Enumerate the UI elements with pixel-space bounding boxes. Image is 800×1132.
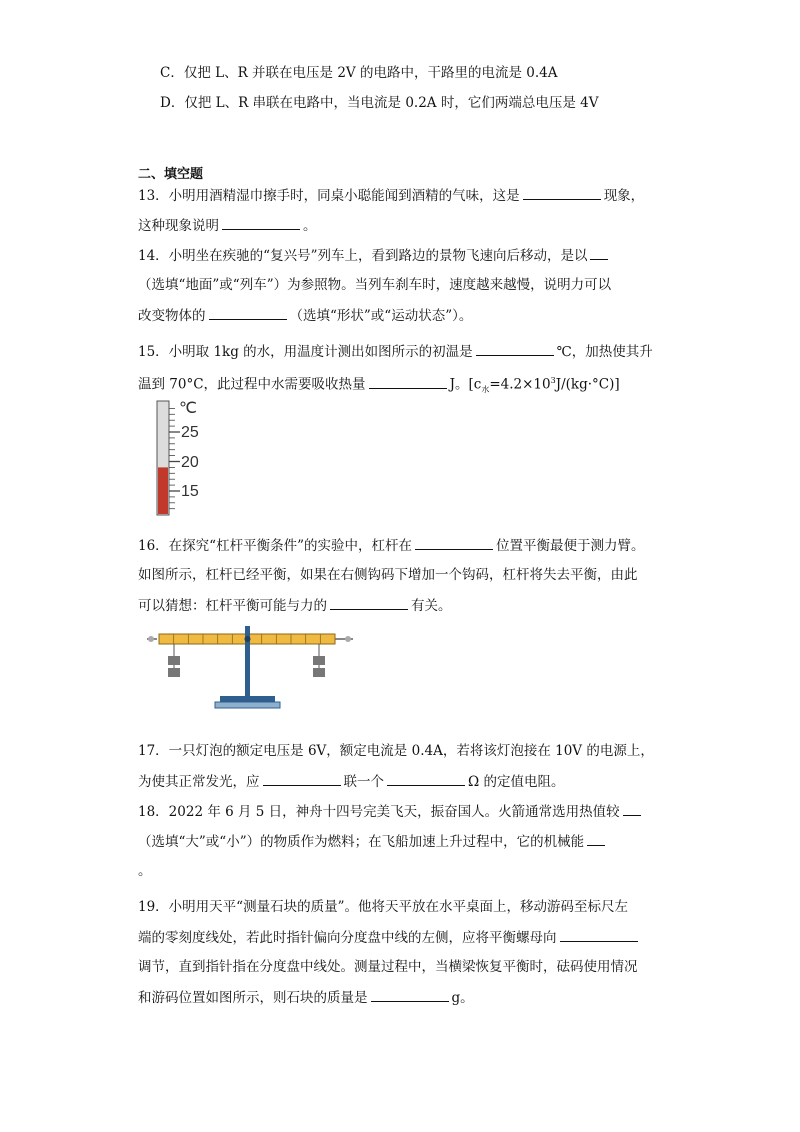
tick-label-20: 20 (181, 454, 199, 471)
tick-label-15: 15 (181, 483, 199, 500)
answer-blank[interactable] (371, 987, 449, 1002)
q14-line-2: （选填“地面”或“列车”）为参照物。当列车刹车时，速度越来越慢，说明力可以 (138, 277, 612, 293)
left-hook-weights (168, 644, 180, 677)
option-d: D．仅把 L、R 串联在电路中，当电流是 0.2A 时，它们两端总电压是 4V (160, 95, 599, 111)
thermometer-scale (169, 408, 180, 508)
answer-blank[interactable] (222, 215, 300, 230)
answer-blank[interactable] (587, 831, 605, 846)
q14-line-3: 改变物体的 （选填“形状”或“运动状态”）。 (138, 305, 472, 326)
q18-line-1: 18．2022 年 6 月 5 日，神舟十四号完美飞天，振奋国人。火箭通常选用热值较 (138, 801, 644, 822)
q13-line-1: 13．小明用酒精湿巾擦手时，同桌小聪能闻到酒精的气味，这是 现象， (138, 185, 644, 206)
q18-line-3: 。 (138, 863, 152, 879)
q19-line-3: 调节，直到指针指在分度盘中线处。测量过程中，当横梁恢复平衡时，砝码使用情况 (138, 959, 638, 975)
thermometer-liquid (158, 467, 168, 514)
q17-line-1: 17．一只灯泡的额定电压是 6V，额定电流是 0.4A，若将该灯泡接在 10V 的电源上， (138, 743, 654, 759)
q17-line-2: 为使其正常发光，应 联一个 Ω 的定值电阻。 (138, 771, 564, 792)
thermometer-figure (148, 395, 218, 521)
answer-blank[interactable] (476, 341, 554, 356)
answer-blank[interactable] (330, 595, 408, 610)
answer-blank[interactable] (369, 374, 447, 389)
option-c: C．仅把 L、R 并联在电压是 2V 的电路中，干路里的电流是 0.4A (160, 65, 558, 81)
q19-line-2: 端的零刻度线处，若此时指针偏向分度盘中线的左侧，应将平衡螺母向 (138, 927, 641, 948)
answer-blank[interactable] (387, 771, 465, 786)
q18-line-2: （选填“大”或“小”）的物质作为燃料；在飞船加速上升过程中，它的机械能 (138, 831, 608, 852)
q16-line-1: 16．在探究“杠杆平衡条件”的实验中，杠杆在 位置平衡最便于测力臂。 (138, 535, 644, 556)
q15-line-1: 15．小明取 1kg 的水，用温度计测出如图所示的初温是 ℃，加热使其升 (138, 341, 653, 362)
q16-line-3: 可以猜想：杠杆平衡可能与力的 有关。 (138, 595, 452, 616)
section-title: 二、填空题 (138, 167, 204, 182)
tick-label-25: 25 (181, 424, 199, 441)
q13-line-2: 这种现象说明 。 (138, 215, 317, 236)
answer-blank[interactable] (590, 245, 608, 260)
q16-line-2: 如图所示，杠杆已经平衡，如果在右侧钩码下增加一个钩码，杠杆将失去平衡，由此 (138, 567, 638, 583)
lever-figure (145, 622, 360, 714)
answer-blank[interactable] (523, 185, 601, 200)
q19-line-1: 19．小明用天平“测量石块的质量”。他将天平放在水平桌面上，移动游码至标尺左 (138, 899, 628, 915)
answer-blank[interactable] (560, 927, 638, 942)
thermometer-unit: ℃ (179, 400, 197, 417)
answer-blank[interactable] (209, 305, 287, 320)
q19-line-4: 和游码位置如图所示，则石块的质量是 g。 (138, 987, 474, 1008)
q14-line-1: 14．小明坐在疾驰的“复兴号”列车上，看到路边的景物飞速向后移动，是以 (138, 245, 611, 266)
answer-blank[interactable] (415, 535, 493, 550)
answer-blank[interactable] (623, 801, 641, 816)
q15-line-2: 温到 70°C，此过程中水需要吸收热量 J。$[c_水=4.2\times 10^3J/(kg\cdot^\circ C)]$ (138, 371, 620, 400)
right-hook-weights (313, 644, 325, 677)
answer-blank[interactable] (263, 771, 341, 786)
